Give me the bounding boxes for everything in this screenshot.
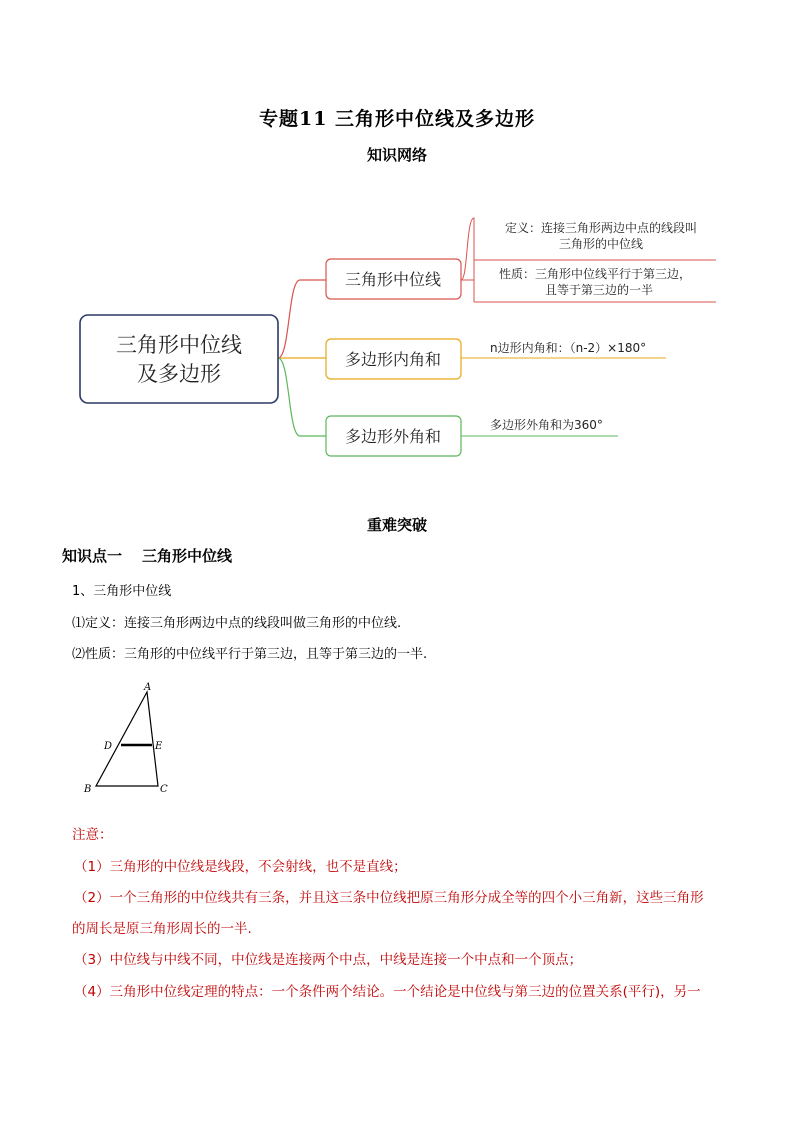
root-line-2: 及多边形 (137, 362, 221, 386)
page-title: 专题11 三角形中位线及多边形 (258, 108, 536, 130)
note-number: （1） (74, 859, 110, 875)
note-item-2 (74, 886, 704, 906)
section-heading: 重难突破 (366, 516, 427, 534)
note-item-3 (74, 948, 582, 968)
property-text: ⑵性质：三角形的中位线平行于第三边，且等于第三边的一半. (72, 647, 428, 662)
content-heading: 1、三角形中位线 (72, 584, 172, 599)
note-text: 三角形中位线定理的特点：一个条件两个结论。一个结论是中位线与第三边的位置关系(平行)，另一 (109, 984, 701, 1000)
section-subtitle: 知识网络 (366, 146, 427, 164)
branch-label-midline: 三角形中位线 (344, 270, 442, 289)
connector-branch-3 (278, 358, 326, 436)
leaf-definition-line-2: 三角形的中位线 (558, 237, 644, 251)
connector-branch-1 (278, 280, 326, 358)
knowledge-point-label: 知识点一 (62, 547, 123, 565)
leaf-interior-angle-sum: n边形内角和：（n-2）×180° (490, 341, 647, 355)
branch-label-exterior-angles: 多边形外角和 (344, 427, 442, 446)
vertex-label-b: B (84, 784, 92, 795)
branch-label-interior-angles: 多边形内角和 (344, 350, 442, 369)
note-text: 一个三角形的中位线共有三条，并且这三条中位线把原三角形分成全等的四个小三角新，这些三角形 (109, 890, 704, 906)
vertex-label-c: C (160, 784, 168, 795)
leaf-connector-def (461, 218, 474, 280)
note-number: （2） (74, 890, 110, 906)
vertex-label-a: A (144, 682, 152, 693)
note-item-4 (74, 980, 701, 1000)
knowledge-point-heading (62, 545, 232, 566)
note-text: 的周长是原三角形周长的一半. (72, 921, 252, 937)
definition-text: ⑴定义：连接三角形两边中点的线段叫做三角形的中位线. (72, 616, 402, 631)
leaf-exterior-angle-sum: 多边形外角和为360° (490, 418, 603, 432)
root-node-box (80, 315, 278, 403)
note-item-1 (74, 855, 407, 875)
note-text: 三角形的中位线是线段，不会射线，也不是直线； (109, 859, 407, 875)
knowledge-point-name: 三角形中位线 (142, 547, 233, 565)
note-item-2-continued (72, 917, 252, 937)
note-number: （3） (74, 952, 110, 968)
leaf-property-line-1: 性质：三角形中位线平行于第三边， (498, 267, 692, 281)
triangle-abc (96, 692, 158, 786)
notes-label: 注意： (72, 827, 113, 843)
leaf-definition-line-1: 定义：连接三角形两边中点的线段叫 (504, 221, 698, 235)
note-text: 中位线与中线不同，中位线是连接两个中点，中线是连接一个中点和一个顶点； (109, 952, 583, 968)
triangle-figure (80, 680, 190, 798)
note-number: （4） (74, 984, 110, 1000)
mind-map (0, 200, 794, 470)
leaf-property-line-2: 且等于第三边的一半 (544, 283, 654, 297)
vertex-label-e: E (155, 741, 163, 752)
root-line-1: 三角形中位线 (116, 333, 242, 357)
vertex-label-d: D (104, 741, 113, 752)
